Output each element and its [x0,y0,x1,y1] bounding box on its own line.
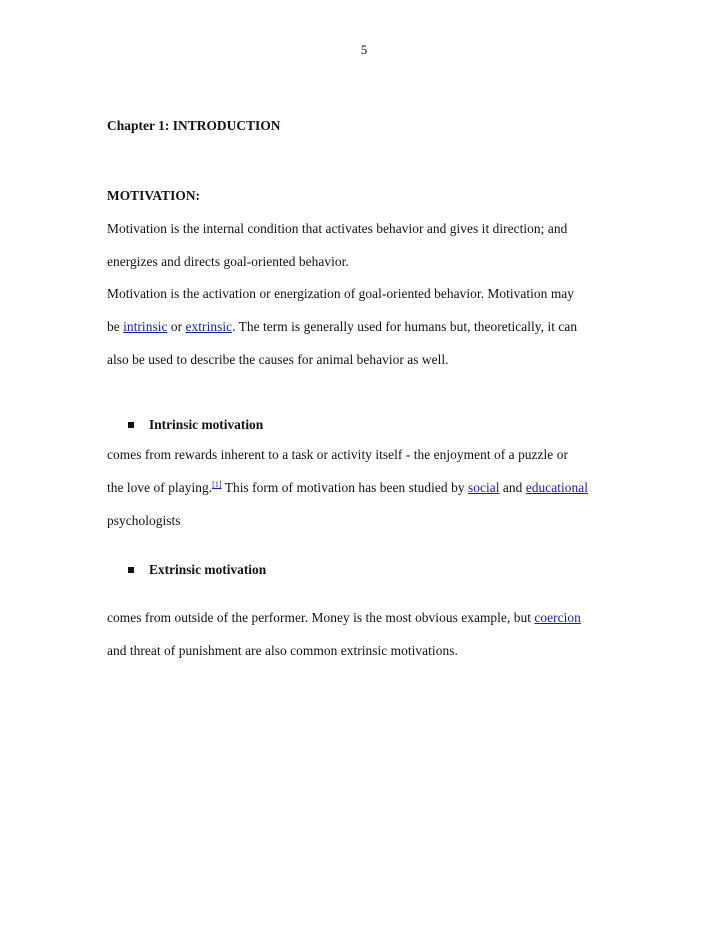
intrinsic-line2-prefix: the love of playing. [107,480,213,495]
square-bullet-icon [128,422,134,428]
intrinsic-link[interactable]: intrinsic [123,319,168,334]
intrinsic-line2-mid: This form of motivation has been studied by [221,480,468,495]
paragraph1-line1: Motivation is the internal condition that activates behavior and gives it direction; and [107,221,568,236]
square-bullet-icon [128,567,134,573]
reference-1-link[interactable]: [1] [212,480,222,489]
page-number: 5 [360,42,368,57]
educational-link[interactable]: educational [525,480,589,495]
paragraph2-line2-prefix: be [107,319,124,334]
paragraph2-line1: Motivation is the activation or energization of goal-oriented behavior. Motivation may [107,286,575,301]
paragraph2-line2-suffix: . The term is generally used for humans but, theoretically, it can [232,319,578,334]
section-title: MOTIVATION: [107,188,201,203]
intrinsic-heading: Intrinsic motivation [149,417,264,432]
social-link[interactable]: social [467,480,500,495]
intrinsic-line2-and: and [499,480,526,495]
paragraph2-line2 [107,319,577,335]
coercion-link[interactable]: coercion [534,610,581,625]
paragraph2-line2-mid: or [167,319,186,334]
extrinsic-line1 [107,610,581,626]
paragraph2-line3: also be used to describe the causes for animal behavior as well. [107,352,449,367]
extrinsic-bullet-item [128,562,266,578]
intrinsic-bullet-item [128,417,263,433]
chapter-title: Chapter 1: INTRODUCTION [107,118,281,133]
extrinsic-line1-prefix: comes from outside of the performer. Money is the most obvious example, but [107,610,535,625]
intrinsic-line2 [107,480,588,496]
extrinsic-link[interactable]: extrinsic [185,319,233,334]
intrinsic-line3: psychologists [107,513,181,528]
paragraph1-line2: energizes and directs goal-oriented behavior. [107,254,349,269]
intrinsic-line1: comes from rewards inherent to a task or activity itself - the enjoyment of a puzzle or [107,447,568,462]
extrinsic-line2: and threat of punishment are also common extrinsic motivations. [107,643,458,658]
extrinsic-heading: Extrinsic motivation [149,562,267,577]
